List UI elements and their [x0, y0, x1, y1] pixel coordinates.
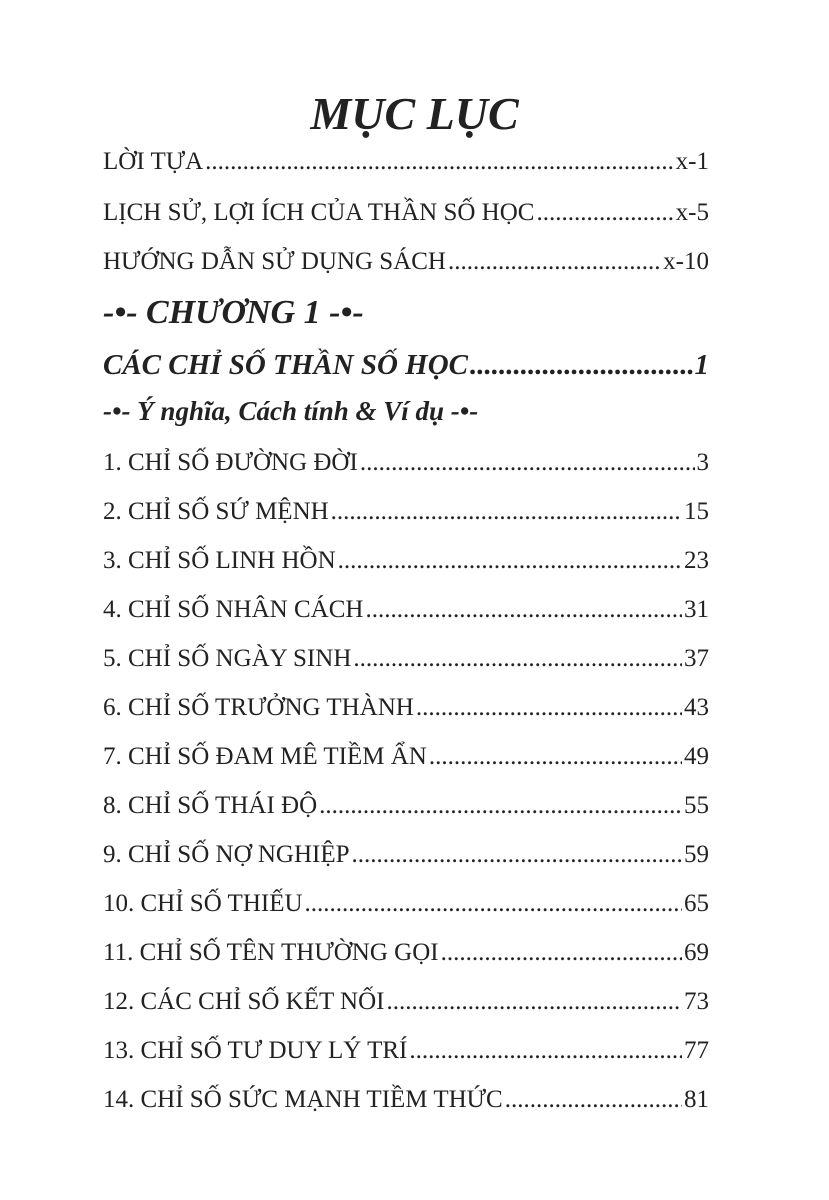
toc-entry[interactable] [103, 838, 709, 872]
entry-label: 10. CHỈ SỐ THIẾU [103, 890, 303, 917]
entry-page: 23 [684, 547, 709, 574]
toc-entry-history[interactable] [103, 196, 709, 230]
entry-label: HƯỚNG DẪN SỬ DỤNG SÁCH [103, 248, 446, 275]
dot-leader [353, 642, 682, 676]
entry-page: 55 [684, 792, 709, 819]
entry-label: CÁC CHỈ SỐ THẦN SỐ HỌC [103, 349, 469, 381]
entry-label: 6. CHỈ SỐ TRƯỞNG THÀNH [103, 694, 414, 721]
toc-entry[interactable] [103, 1083, 709, 1117]
dot-leader [441, 936, 682, 970]
dot-leader [387, 985, 683, 1019]
toc-entry[interactable] [103, 936, 709, 970]
entry-page: x-1 [675, 148, 709, 175]
entry-page: 37 [684, 645, 709, 672]
toc-entry[interactable] [103, 887, 709, 921]
toc-entry[interactable] [103, 789, 709, 823]
entry-page: x-5 [675, 199, 709, 226]
entry-page: 81 [684, 1086, 709, 1113]
dot-leader [352, 838, 682, 872]
dot-leader [338, 544, 682, 578]
toc-entry[interactable] [103, 740, 709, 774]
dot-leader [409, 1034, 682, 1068]
toc-entry[interactable] [103, 1034, 709, 1068]
toc-entry[interactable] [103, 642, 709, 676]
dot-leader [360, 446, 695, 480]
entry-page: 49 [684, 743, 709, 770]
dot-leader [448, 245, 661, 279]
entry-page: 73 [684, 988, 709, 1015]
toc-entry-chapter-1[interactable] [103, 345, 709, 385]
entry-label: 8. CHỈ SỐ THÁI ĐỘ [103, 792, 318, 819]
toc-entry[interactable] [103, 495, 709, 529]
toc-entry[interactable] [103, 691, 709, 725]
entry-label: 14. CHỈ SỐ SỨC MẠNH TIỀM THỨC [103, 1086, 503, 1113]
entry-page: 65 [684, 890, 709, 917]
entry-page: 77 [684, 1037, 709, 1064]
entry-label: 3. CHỈ SỐ LINH HỒN [103, 547, 336, 574]
dot-leader [416, 691, 682, 725]
entry-page: 15 [684, 498, 709, 525]
entry-page: 59 [684, 841, 709, 868]
entry-page: 69 [684, 939, 709, 966]
chapter-subheading: -•- Ý nghĩa, Cách tính & Ví dụ -•- [103, 396, 479, 426]
toc-entry[interactable] [103, 446, 709, 480]
dot-leader [205, 145, 674, 179]
dot-leader [365, 593, 682, 627]
dot-leader [319, 789, 682, 823]
toc-entry[interactable] [103, 593, 709, 627]
dot-leader [331, 495, 682, 529]
entry-page: x-10 [663, 248, 709, 275]
dot-leader [470, 345, 692, 385]
entry-label: 2. CHỈ SỐ SỨ MỆNH [103, 498, 329, 525]
entry-label: LỊCH SỬ, LỢI ÍCH CỦA THẦN SỐ HỌC [103, 199, 535, 226]
entry-label: 13. CHỈ SỐ TƯ DUY LÝ TRÍ [103, 1037, 408, 1064]
entry-label: 9. CHỈ SỐ NỢ NGHIỆP [103, 841, 350, 868]
entry-page: 1 [694, 349, 709, 381]
toc-entry-preface[interactable] [103, 145, 709, 179]
entry-page: 43 [684, 694, 709, 721]
entry-page: 3 [696, 449, 709, 476]
entry-label: 11. CHỈ SỐ TÊN THƯỜNG GỌI [103, 939, 439, 966]
entry-page: 31 [684, 596, 709, 623]
entry-label: 1. CHỈ SỐ ĐƯỜNG ĐỜI [103, 449, 358, 476]
dot-leader [536, 196, 673, 230]
dot-leader [305, 887, 682, 921]
toc-entry[interactable] [103, 985, 709, 1019]
toc-entry[interactable] [103, 544, 709, 578]
entry-label: 12. CÁC CHỈ SỐ KẾT NỐI [103, 988, 385, 1015]
dot-leader [505, 1083, 682, 1117]
entry-label: 5. CHỈ SỐ NGÀY SINH [103, 645, 352, 672]
entry-label: 7. CHỈ SỐ ĐAM MÊ TIỀM ẨN [103, 743, 427, 770]
entry-label: LỜI TỰA [103, 148, 204, 175]
toc-entry-guide[interactable] [103, 245, 709, 279]
entry-label: 4. CHỈ SỐ NHÂN CÁCH [103, 596, 364, 623]
dot-leader [429, 740, 682, 774]
chapter-heading: -•- CHƯƠNG 1 -•- [103, 294, 364, 331]
page-title: MỤC LỤC [310, 88, 519, 139]
